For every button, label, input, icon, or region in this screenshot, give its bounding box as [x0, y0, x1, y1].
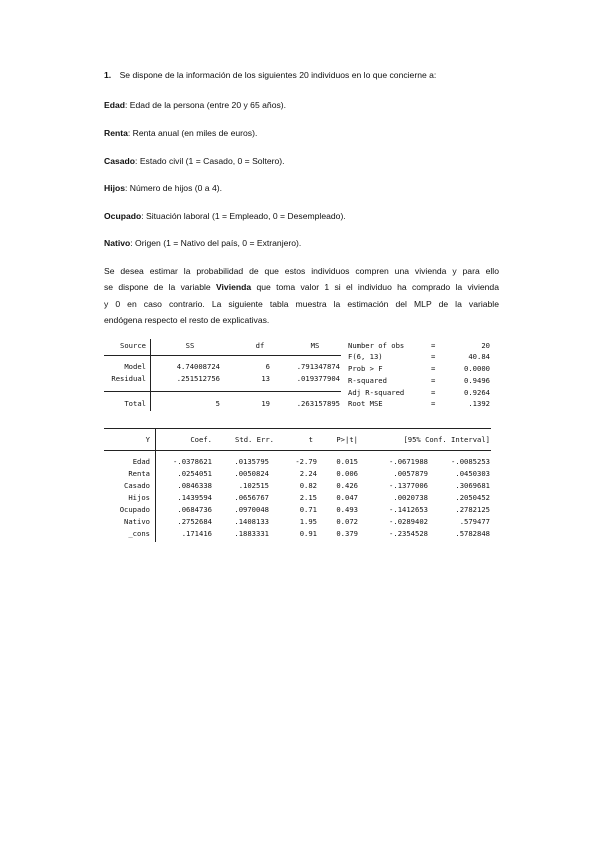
coef-row-var: Nativo: [124, 517, 150, 526]
coef-row-p: 0.426: [336, 481, 358, 490]
coef-row-ci-high: .2782125: [455, 505, 490, 514]
stat-eq: =: [431, 399, 436, 408]
anova-row-ss: 4.74008724: [176, 362, 220, 371]
coef-row-se: .0656767: [234, 493, 269, 502]
coef-row-ci-high: .579477: [459, 517, 490, 526]
coef-header-y: Y: [145, 435, 150, 444]
anova-row-source: Residual: [111, 374, 146, 383]
variable-desc: : Renta anual (en miles de euros).: [127, 128, 258, 138]
anova-header-df: df: [255, 341, 265, 350]
coef-row-coef: .1439594: [177, 493, 212, 502]
variable-name: Renta: [104, 128, 128, 138]
description-paragraph: [104, 263, 499, 328]
coef-row-p: 0.047: [336, 493, 358, 502]
variable-desc: : Situación laboral (1 = Empleado, 0 = Desempleado).: [141, 211, 346, 221]
coef-row-ci-low: -.0289402: [389, 517, 428, 526]
variable-ocupado: [104, 211, 346, 221]
coef-row-se: .0135795: [234, 457, 269, 466]
variable-desc: : Número de hijos (0 a 4).: [125, 183, 222, 193]
stat-value: .1392: [468, 399, 490, 408]
coef-header-coef: Coef.: [190, 435, 212, 444]
coef-row-ci-low: -.1412653: [389, 505, 428, 514]
question-number: 1.: [104, 70, 112, 80]
variable-casado: [104, 156, 285, 166]
coef-row-coef: .0254051: [177, 469, 212, 478]
stat-label: Prob > F: [348, 364, 383, 373]
coef-row-ci-high: .3069681: [455, 481, 490, 490]
stat-label: R-squared: [348, 376, 387, 385]
stat-label: Root MSE: [348, 399, 383, 408]
coef-row-ci-low: -.2354528: [389, 529, 428, 538]
coef-row-t: 0.71: [299, 505, 317, 514]
anova-vertical-rule: [150, 339, 151, 411]
stat-eq: =: [431, 352, 436, 361]
coef-row-var: _cons: [128, 529, 150, 538]
anova-row-ms: .791347874: [296, 362, 340, 371]
coef-row-ci-low: -.0671988: [389, 457, 428, 466]
coef-row-se: .1883331: [234, 529, 269, 538]
paragraph-line-2: [104, 279, 499, 295]
paragraph-line-1: Se desea estimar la probabilidad de que estos individuos compren una vivienda y para ello: [104, 266, 499, 276]
coef-row-ci-high: .0450303: [455, 469, 490, 478]
variable-name: Casado: [104, 156, 136, 166]
coef-row-ci-low: .0057879: [393, 469, 428, 478]
coef-row-t: 0.91: [299, 529, 317, 538]
anova-header-ss: SS: [185, 341, 195, 350]
paragraph-line-4: endógena respecto el resto de explicativas.: [104, 314, 270, 325]
coef-row-ci-low: -.1377006: [389, 481, 428, 490]
stat-label: Number of obs: [348, 341, 405, 350]
stat-label: Adj R-squared: [348, 388, 405, 397]
coef-header-p: P>|t|: [336, 435, 358, 444]
coef-row-coef: .171416: [181, 529, 212, 538]
coef-row-coef: .0684736: [177, 505, 212, 514]
coef-row-coef: -.0378621: [173, 457, 212, 466]
variable-vivienda: Vivienda: [215, 282, 252, 293]
coef-row-t: 1.95: [299, 517, 317, 526]
variable-name: Hijos: [104, 183, 126, 193]
question-heading: [104, 70, 436, 80]
variable-desc: : Estado civil (1 = Casado, 0 = Soltero).: [135, 156, 285, 166]
stat-value: 40.84: [468, 352, 490, 361]
coef-row-coef: .2752684: [177, 517, 212, 526]
variable-edad: [104, 100, 286, 110]
anova-rule-top: [104, 355, 341, 356]
coef-row-p: 0.015: [336, 457, 358, 466]
paragraph-line-3: y 0 en caso contrario. La siguiente tabla muestra la estimación del MLP de la variable: [104, 298, 499, 309]
anova-header-ms: MS: [310, 341, 320, 350]
coef-row-t: 0.82: [299, 481, 317, 490]
anova-row-df: 13: [261, 374, 270, 383]
coef-row-ci-high: .2050452: [455, 493, 490, 502]
coef-row-se: .1408133: [234, 517, 269, 526]
coef-row-coef: .0846338: [177, 481, 212, 490]
coef-row-se: .0970048: [234, 505, 269, 514]
coef-header-ci: [95% Conf. Interval]: [403, 435, 490, 444]
paragraph-line-2-pre: se dispone de la variable: [104, 282, 216, 293]
coef-row-p: 0.072: [336, 517, 358, 526]
coef-row-p: 0.493: [336, 505, 358, 514]
coef-rule-top: [104, 428, 491, 429]
coef-rule-header: [104, 450, 491, 451]
coef-row-var: Casado: [124, 481, 150, 490]
coef-row-se: .102515: [238, 481, 269, 490]
coef-row-var: Hijos: [128, 493, 150, 502]
stat-eq: =: [431, 376, 436, 385]
paragraph-line-2-post: que toma valor 1 si el individuo ha comprado la vivienda: [251, 282, 499, 293]
variable-name: Edad: [104, 100, 126, 110]
anova-rule-total: [104, 391, 341, 392]
variable-desc: : Origen (1 = Nativo del país, 0 = Extranjero).: [130, 238, 302, 248]
stat-eq: =: [431, 364, 436, 373]
coef-row-ci-high: -.0085253: [451, 457, 490, 466]
coef-header-t: t: [308, 435, 313, 444]
stat-value: 0.9264: [464, 388, 490, 397]
anova-row-df: 19: [261, 399, 270, 408]
coef-row-t: -2.79: [295, 457, 317, 466]
coef-row-t: 2.15: [299, 493, 317, 502]
coef-row-p: 0.379: [336, 529, 358, 538]
stat-value: 0.0000: [464, 364, 490, 373]
stat-value: 0.9496: [464, 376, 490, 385]
stat-eq: =: [431, 388, 436, 397]
variable-renta: [104, 128, 257, 138]
stat-label: F(6, 13): [348, 352, 383, 361]
coef-row-var: Renta: [128, 469, 150, 478]
question-text: Se dispone de la información de los siguientes 20 individuos en lo que concierne a:: [119, 70, 437, 80]
stat-value: 20: [481, 341, 490, 350]
variable-name: Ocupado: [104, 211, 142, 221]
anova-header-source: Source: [120, 341, 146, 350]
coef-row-se: .0050824: [234, 469, 269, 478]
coef-row-var: Ocupado: [119, 505, 150, 514]
variable-nativo: [104, 238, 301, 248]
coef-row-t: 2.24: [299, 469, 317, 478]
anova-row-ss: .251512756: [176, 374, 220, 383]
variable-hijos: [104, 183, 222, 193]
variable-name: Nativo: [104, 238, 131, 248]
anova-row-source: Model: [124, 362, 146, 371]
coef-header-se: Std. Err.: [235, 435, 274, 444]
coef-row-ci-high: .5782848: [455, 529, 490, 538]
anova-row-ss: 5: [215, 399, 220, 408]
coef-row-var: Edad: [132, 457, 150, 466]
coef-vertical-rule: [155, 428, 156, 542]
anova-row-ms: .019377904: [296, 374, 340, 383]
anova-row-ms: .263157895: [296, 399, 340, 408]
variable-desc: : Edad de la persona (entre 20 y 65 años).: [125, 100, 287, 110]
anova-row-source: Total: [124, 399, 146, 408]
anova-row-df: 6: [265, 362, 270, 371]
coef-row-p: 0.006: [336, 469, 358, 478]
coef-row-ci-low: .0020738: [393, 493, 428, 502]
stat-eq: =: [431, 341, 436, 350]
